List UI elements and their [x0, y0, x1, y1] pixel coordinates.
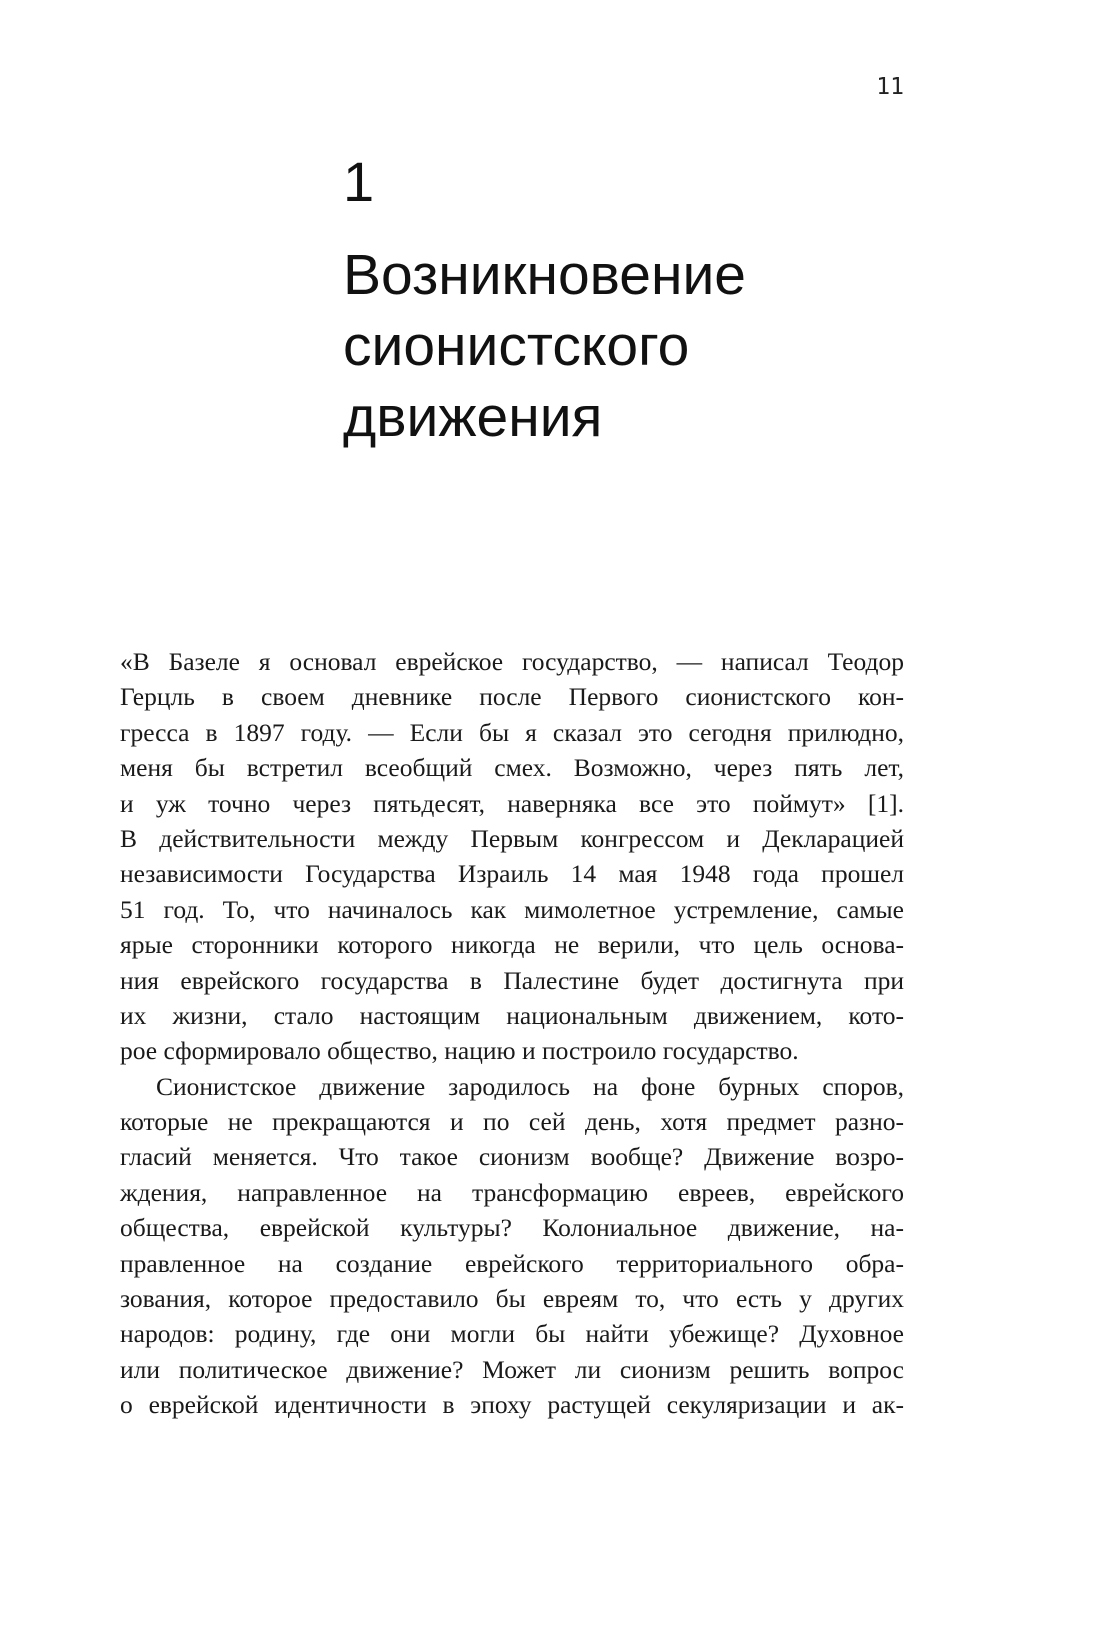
- text-line-content: или политическое движение? Может ли сионизм решить вопрос: [120, 1354, 904, 1384]
- text-line: [120, 1246, 904, 1281]
- text-line-content: меня бы встретил всеобщий смех. Возможно, через пять лет,: [120, 753, 904, 783]
- text-line: [120, 1352, 904, 1387]
- text-line: [120, 1069, 904, 1104]
- paragraph-2: [120, 1069, 904, 1423]
- text-line: [120, 1387, 904, 1422]
- text-line-content: ярые сторонники которого никогда не верили, что цель основа-: [120, 930, 904, 960]
- text-line-content: зования, которое предоставило бы евреям то, что есть у других: [120, 1284, 904, 1314]
- text-line: [120, 1316, 904, 1351]
- text-line: [120, 998, 904, 1033]
- text-line: [120, 927, 904, 962]
- text-line-content: народов: родину, где они могли бы найти убежище? Духовное: [120, 1319, 904, 1349]
- text-line: [120, 1210, 904, 1245]
- text-line: [120, 856, 904, 891]
- text-line: [120, 963, 904, 998]
- text-line-content: «В Базеле я основал еврейское государство, — написал Теодор: [120, 647, 904, 676]
- text-line: [120, 786, 904, 821]
- text-line: [120, 750, 904, 785]
- text-line-content: ния еврейского государства в Палестине будет достигнута при: [120, 965, 904, 995]
- text-line: [120, 1175, 904, 1210]
- page-number: 11: [876, 74, 904, 100]
- text-line: [120, 1281, 904, 1316]
- text-line-content: их жизни, стало настоящим национальным движением, кото-: [120, 1000, 904, 1030]
- text-line-content: общества, еврейской культуры? Колониальное движение, на-: [120, 1213, 904, 1243]
- paragraph-1: [120, 644, 904, 1069]
- text-line-content: ждения, направленное на трансформацию евреев, еврейского: [120, 1177, 904, 1207]
- text-line-content: гресса в 1897 году. — Если бы я сказал это сегодня прилюдно,: [120, 717, 904, 747]
- text-line-content: и уж точно через пятьдесят, наверняка все это поймут» [1].: [120, 788, 904, 818]
- text-line-content: гласий меняется. Что такое сионизм вообще? Движение возро-: [120, 1142, 904, 1172]
- chapter-title-line: движения: [343, 385, 603, 449]
- text-line: [120, 821, 904, 856]
- text-line: [120, 1033, 904, 1068]
- chapter-title-line: Возникновение: [343, 243, 747, 307]
- text-line-content: Герцль в своем дневнике после Первого сионистского кон-: [120, 682, 904, 712]
- text-line-content: рое сформировало общество, нацию и построило государство.: [120, 1036, 799, 1066]
- text-line-content: независимости Государства Израиль 14 мая 1948 года прошел: [120, 859, 904, 889]
- text-line: [120, 892, 904, 927]
- body-text: [120, 644, 904, 1423]
- chapter-title: [343, 240, 943, 453]
- text-line: [120, 644, 904, 679]
- text-line: [120, 1139, 904, 1174]
- text-line: [120, 1104, 904, 1139]
- text-line-content: 51 год. То, что начиналось как мимолетное устремление, самые: [120, 894, 904, 924]
- text-line-content: Сионистское движение зародилось на фоне бурных споров,: [156, 1071, 904, 1101]
- chapter-number: 1: [343, 150, 375, 213]
- text-line: [120, 715, 904, 750]
- chapter-title-line: сионистского: [343, 314, 690, 378]
- text-line-content: правленное на создание еврейского территориального обра-: [120, 1248, 904, 1278]
- text-line: [120, 679, 904, 714]
- text-line-content: о еврейской идентичности в эпоху растущей секуляризации и ак-: [120, 1390, 904, 1420]
- text-line-content: В действительности между Первым конгрессом и Декларацией: [120, 823, 904, 853]
- text-line-content: которые не прекращаются и по сей день, хотя предмет разно-: [120, 1107, 904, 1137]
